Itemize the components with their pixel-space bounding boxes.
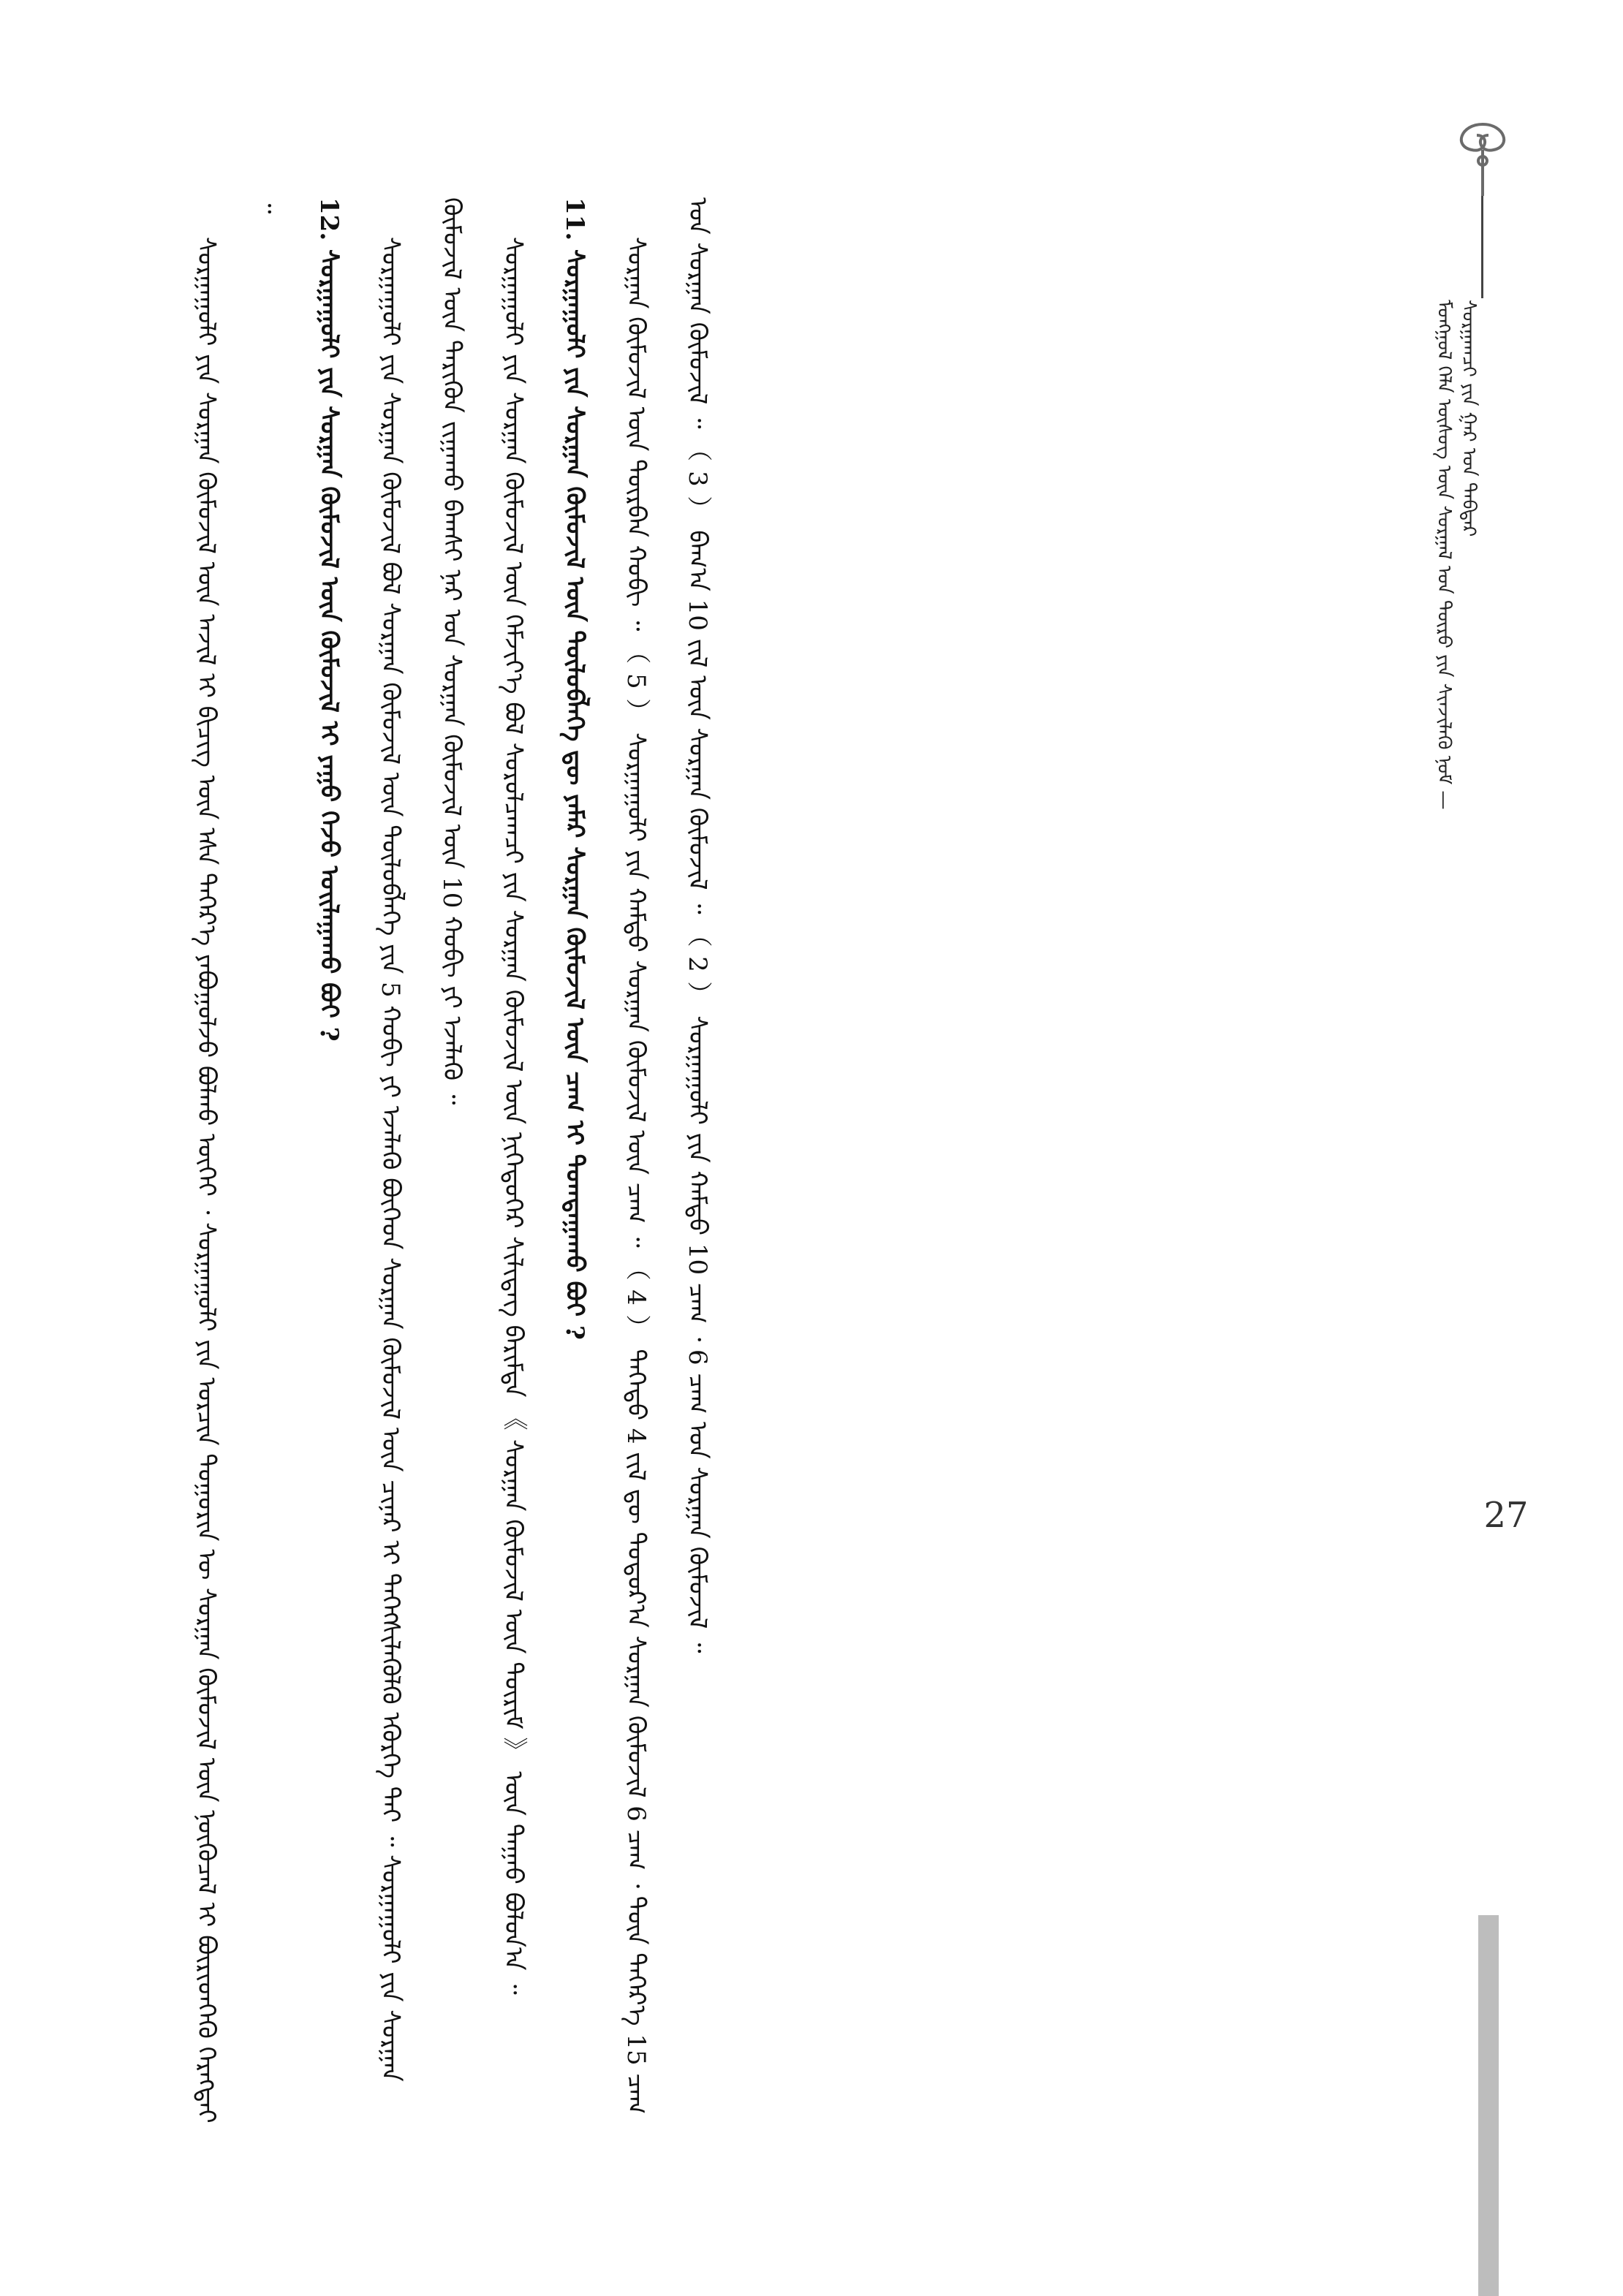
question-12 <box>298 197 360 2142</box>
header-rule <box>1481 196 1483 298</box>
question-11 <box>544 197 605 2142</box>
page-number: 27 <box>1483 1495 1529 1536</box>
question-12-number: 12. <box>314 197 344 241</box>
vertical-text-body <box>175 197 1411 2142</box>
question-11-number: 11. <box>560 197 589 241</box>
paragraph-3: ᠰᠤᠷᠭᠠᠭᠤᠯᠢ ᠶᠢᠨ ᠰᠤᠷᠭᠠᠨ ᠬᠥᠮᠦᠵᠢᠯ ᠦᠨ ᠬᠡᠮᠵᠢᠶ᠎ᠡ ᠪᠣᠯ ᠰᠤᠷᠤᠯᠴᠠᠭᠴᠢ ᠶᠢᠨ ᠰᠤᠷᠭᠠᠨ ᠬᠥᠮᠦᠵᠢᠯ ᠦᠨ ᠨᠢᠭᠡᠳᠦᠭᠡᠷ ᠰᠢᠯᠢᠳᠡᠭ ᠪᠠᠷᠢᠮᠲᠠ 《 ᠰᠤᠷᠭᠠᠨ ᠬᠥᠮᠦᠵᠢᠯ ᠦᠨ ᠳᠦᠷᠢᠮ 》 ᠦᠨ ᠳᠠᠭᠠᠤ ᠪᠣᠯᠤᠨ᠎ᠠ ᠃ <box>499 237 528 1996</box>
paragraph-2: ᠰᠤᠷᠭᠠᠭᠤᠯᠢ ᠶᠢᠨ ᠰᠤᠷᠭᠠᠨ ᠬᠥᠮᠦᠵᠢᠯ ᠪᠣᠯ ᠰᠤᠷᠭᠠᠨ ᠬᠥᠮᠦᠵᠢᠯ ᠦᠨ ᠲᠥᠯᠦᠪᠯᠡᠭᠡ ᠶᠢᠨ 5 ᠬᠤᠪᠢ ᠶᠢ ᠡᠵᠡᠯᠡᠬᠦ ᠪᠥᠭᠡᠳ ᠰᠤᠷᠭᠠᠨ ᠬᠥᠮᠦᠵᠢᠯ ᠦᠨ ᠴᠢᠨᠠᠷ ᠢ ᠳᠡᠭᠡᠭᠰᠢᠯᠡᠭᠦᠯᠬᠦ ᠡᠭᠦᠷᠭᠡ ᠲᠠᠢ ᠃ ᠰᠤᠷᠭᠠᠭᠤᠯᠢ ᠶᠢᠨ ᠰᠤᠷᠭᠠᠨ ᠬᠥᠮᠦᠵᠢᠯ ᠦᠨ ᠲᠡᠷᠢᠭᠦᠨ ᠵᠢᠭᠠᠬᠤ ᠪᠠᠭᠰᠢ ᠨᠠᠷ ᠤᠨ ᠰᠤᠷᠭᠠᠨ ᠬᠥᠮᠦᠵᠢᠯ ᠦᠨ 10 ᠬᠤᠪᠢ ᠶᠢ ᠡᠵᠡᠯᠡᠬᠦ ᠃ <box>376 197 466 2083</box>
running-header-title: ᠮᠣᠩᠭᠣᠯ ᠬᠡᠯᠡ ᠦᠰᠦᠭ ᠦᠨ ᠰᠤᠷᠭᠠᠯ ᠤᠨ ᠲᠦᠷᠦ ᠶᠢᠨ ᠰᠢᠨᠵᠢᠯᠡᠬᠦ ᠨᠣᠮ — ᠰᠤᠷᠭᠠᠭᠴᠢ ᠶᠢᠨ ᠭᠠᠷ ᠤᠨ ᠳᠡᠪᠲᠡᠷ <box>1433 300 1480 810</box>
paragraph-1: ᠰᠤᠷᠭᠠᠭᠤᠯᠢ ᠶᠢᠨ ᠰᠤᠷᠭᠠᠨ ᠬᠥᠮᠦᠵᠢᠯ ᠦᠨ ᠠᠵᠢᠯ ᠢ ᠪᠢᠴᠢᠭ ᠦᠨ ᠡᠰᠡ ᠳᠡᠭᠡᠷ᠎ᠡ ᠶᠠᠪᠤᠭᠤᠯᠵᠤ ᠪᠣᠯᠬᠤ ᠦᠭᠡᠢ ᠂ ᠰᠤᠷᠭᠠᠭᠤᠯᠢ ᠶᠢᠨ ᠣᠷᠴᠢᠨ ᠲᠣᠭᠣᠷᠢᠨ ᠦ ᠰᠤᠷᠭᠠᠨ ᠬᠥᠮᠦᠵᠢᠯ ᠦᠨ ᠨᠥᠬᠦᠴᠡᠯ ᠢ ᠪᠦᠷᠢᠳᠬᠡᠬᠦ ᠬᠡᠷᠡᠭᠲᠡᠢ ᠃ <box>192 197 282 2124</box>
page-header <box>1402 117 1563 810</box>
page-edge-tab <box>1478 1915 1499 2296</box>
paragraph-4: ᠰᠤᠷᠭᠠᠨ ᠬᠥᠮᠦᠵᠢᠯ ᠦᠨ ᠳᠥᠷᠪᠡᠨ ᠬᠤᠪᠢ ᠃ （ 5 ） ᠰᠤᠷᠭᠠᠭᠤᠯᠢ ᠶᠢᠨ ᠬᠠᠮᠲᠤ ᠰᠤᠷᠭᠠᠨ ᠬᠥᠮᠦᠵᠢᠯ ᠦᠨ ᠴᠠᠭ ᠃ （ 4 ） ᠳᠡᠭᠡᠳᠦ 4 ᠵᠢᠯ ᠳᠦ ᠳᠣᠲᠣᠷ᠎ᠠ ᠰᠤᠷᠭᠠᠨ ᠬᠥᠮᠦᠵᠢᠯ 6 ᠴᠠᠭ ᠂ ᠳᠦᠨ ᠳᠡᠭᠡᠷ᠎ᠡ 15 ᠴᠠᠭ ᠤᠨ ᠰᠤᠷᠭᠠᠨ ᠬᠥᠮᠦᠵᠢᠯ ᠃ （ 3 ） ᠪᠠᠭ᠎ᠠ 10 ᠵᠢᠯ ᠦᠨ ᠰᠤᠷᠭᠠᠨ ᠬᠥᠮᠦᠵᠢᠯ ᠃ （ 2 ） ᠰᠤᠷᠭᠠᠭᠤᠯᠢ ᠶᠢᠨ ᠬᠠᠮᠲᠤ 10 ᠴᠠᠭ ᠂ 6 ᠴᠠᠭ ᠤᠨ ᠰᠤᠷᠭᠠᠨ ᠬᠥᠮᠦᠵᠢᠯ ᠃ <box>621 197 712 2115</box>
flourish-ornament-icon <box>1431 117 1534 197</box>
question-11-text: ᠰᠤᠷᠭᠠᠭᠤᠯᠢ ᠶᠢᠨ ᠰᠤᠷᠭᠠᠨ ᠬᠥᠮᠦᠵᠢᠯ ᠦᠨ ᠲᠥᠯᠦᠪᠯᠡᠭᠡ ᠳᠦ ᠶᠠᠮᠠᠷ ᠰᠤᠷᠭᠠᠨ ᠬᠥᠮᠦᠵᠢᠯ ᠦᠨ ᠴᠠᠭ ᠢ ᠲᠣᠭᠲᠠᠭᠠᠬᠤ ᠪᠤᠢ ? <box>560 249 589 1340</box>
question-12-text: ᠰᠤᠷᠭᠠᠭᠤᠯᠢ ᠶᠢᠨ ᠰᠤᠷᠭᠠᠨ ᠬᠥᠮᠦᠵᠢᠯ ᠦᠨ ᠬᠦᠮᠦᠵᠢᠯ ᠢ ᠶᠠᠭᠤ ᠭᠡᠵᠦ ᠣᠢᠯᠠᠭᠠᠬᠤ ᠪᠤᠢ ? <box>314 249 344 1042</box>
